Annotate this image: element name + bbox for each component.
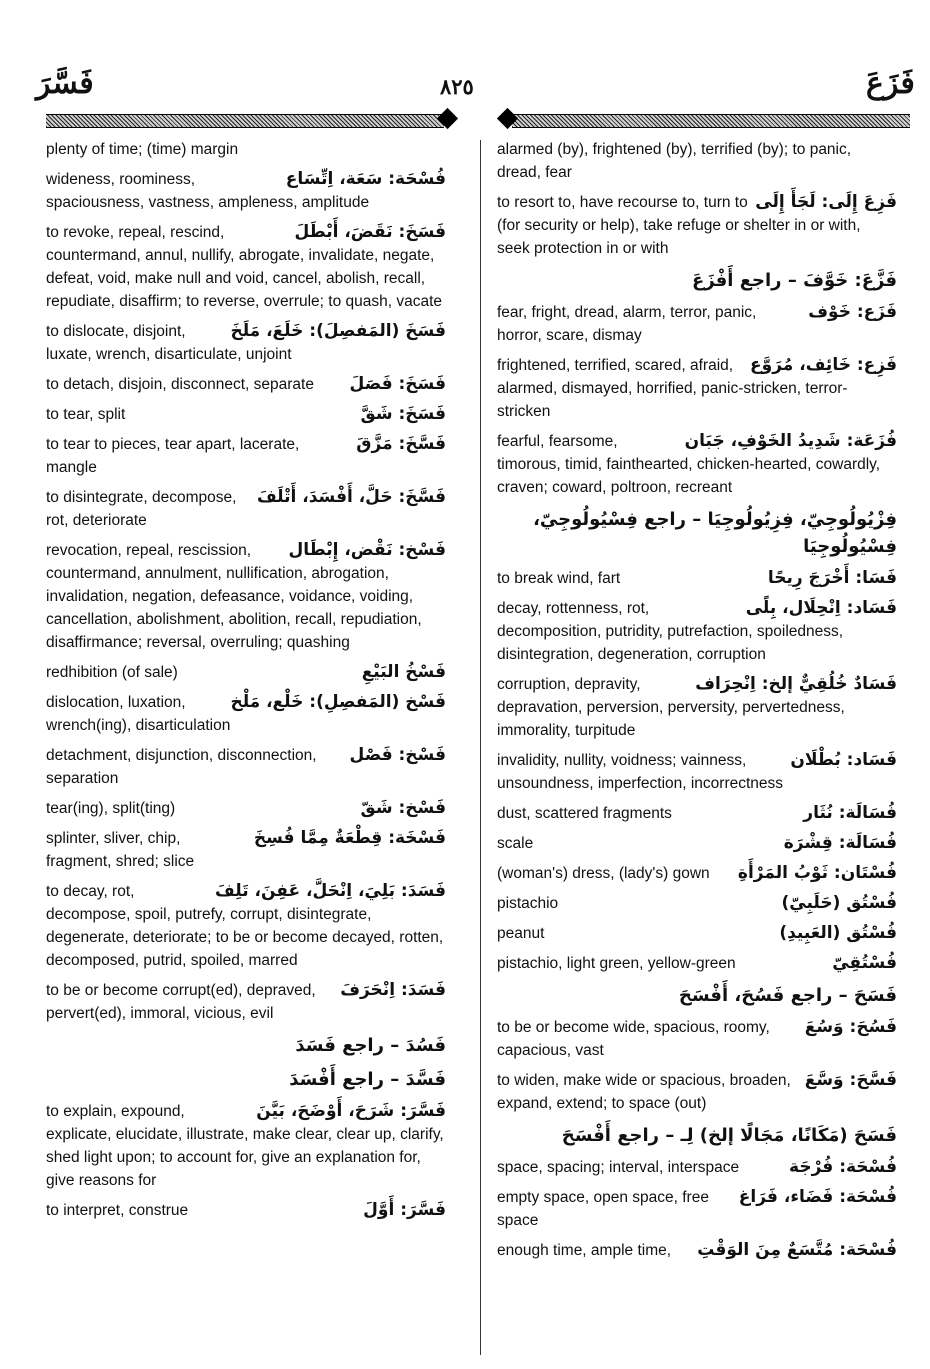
dictionary-entry <box>497 1122 897 1149</box>
arabic-headword: فُسْحَة: فُرْجَة <box>789 1157 897 1177</box>
dictionary-entry <box>46 539 446 654</box>
english-definition: to resort to, have recourse to, turn to (for security or help), take refuge or shelter in or with, seek protection in or with <box>497 194 861 257</box>
dictionary-entry <box>46 403 446 426</box>
arabic-headword: فَسَّحَ: وَسَّعَ <box>804 1070 897 1090</box>
dictionary-entry <box>46 320 446 366</box>
arabic-headword: فَزَع: خَوْف <box>808 302 897 322</box>
dictionary-entry <box>497 354 897 423</box>
arabic-headword: فَسَا: أَخْرَجَ رِيحًا <box>767 568 897 588</box>
dictionary-entry <box>497 1239 897 1262</box>
arabic-headword: فَسَّخَ: حَلَّ، أَفْسَدَ، أَتْلَفَ <box>256 487 446 507</box>
dictionary-entry <box>46 1066 446 1093</box>
arabic-headword: فُسْحَة: سَعَة، اِتِّسَاع <box>285 169 446 189</box>
dictionary-entry <box>46 797 446 820</box>
english-definition: to be or become corrupt(ed), depraved, pervert(ed), immoral, vicious, evil <box>46 982 316 1022</box>
dictionary-entry <box>46 1199 446 1222</box>
dictionary-entry <box>497 1156 897 1179</box>
dictionary-entry <box>497 191 897 260</box>
dictionary-entry <box>46 138 446 161</box>
header-rule-left <box>46 114 444 128</box>
arabic-headword: فَسَادٌ خُلُقِيٌّ إلخ: اِنْحِرَاف <box>695 674 897 694</box>
english-definition: to be or become wide, spacious, roomy, capacious, vast <box>497 1019 770 1059</box>
dictionary-entry <box>46 1032 446 1059</box>
dictionary-entry <box>46 880 446 972</box>
arabic-headword: فَسَخَ: شَقَّ <box>360 404 446 424</box>
english-definition: fearful, fearsome, timorous, timid, fainthearted, chicken-hearted, cowardly, craven; coward, poltroon, recreant <box>497 433 881 496</box>
arabic-headword: فَسْخ (المَفصِلِ): خَلْع، مَلْخ <box>230 692 446 712</box>
dictionary-entry <box>46 221 446 313</box>
dictionary-entry <box>497 922 897 945</box>
english-definition: to interpret, construe <box>46 1202 189 1219</box>
arabic-headword: فُزَعَة: شَدِيدُ الخَوْفِ، جَبَان <box>684 431 897 451</box>
english-definition: to tear, split <box>46 406 126 423</box>
english-definition: to tear to pieces, tear apart, lacerate, mangle <box>46 436 300 476</box>
dictionary-entry <box>497 267 897 294</box>
dictionary-entry <box>497 832 897 855</box>
arabic-headword: فَسَاد: اِنْحِلَال، بِلًى <box>745 598 897 618</box>
dictionary-entry <box>497 301 897 347</box>
arabic-headword: فُسْحَة: فَضَاء، فَرَاغ <box>738 1187 897 1207</box>
english-definition: empty space, open space, free space <box>497 1189 709 1229</box>
dictionary-entry <box>46 1100 446 1192</box>
cross-reference: فَسَحَ – راجع فَسُحَ، أَفْسَحَ <box>678 985 897 1006</box>
english-definition: decay, rottenness, rot, decomposition, putridity, putrefaction, spoiledness, disintegration, degeneration, corruption <box>497 600 844 663</box>
right-column <box>497 138 897 1269</box>
dictionary-entry <box>497 673 897 742</box>
cross-reference: فَسَحَ (مَكَانًا، مَجَالًا إلخ) لِـ – راجع أَفْسَحَ <box>561 1125 897 1146</box>
english-definition: detachment, disjunction, disconnection, separation <box>46 747 317 787</box>
arabic-headword: فَسَخَ: فَصَلَ <box>349 374 446 394</box>
english-definition: frightened, terrified, scared, afraid, alarmed, dismayed, horrified, panic-stricken, terror-stricken <box>497 357 848 420</box>
arabic-headword: فَسَّرَ: أَوَّلَ <box>363 1200 446 1220</box>
running-head-left: فَسَّرَ <box>36 66 94 101</box>
english-definition: to dislocate, disjoint, luxate, wrench, disarticulate, unjoint <box>46 323 292 363</box>
dictionary-entry <box>497 138 897 184</box>
dictionary-entry <box>497 982 897 1009</box>
arabic-headword: فُسْتُق (حَلَبِيّ) <box>781 893 897 913</box>
english-definition: invalidity, nullity, voidness; vainness, unsoundness, imperfection, incorrectness <box>497 752 784 792</box>
english-definition: dust, scattered fragments <box>497 805 672 822</box>
english-definition: to break wind, fart <box>497 570 621 587</box>
arabic-headword: فَزِع: خَائِف، مُرَوَّع <box>750 355 897 375</box>
english-definition: peanut <box>497 925 545 942</box>
dictionary-entry <box>497 862 897 885</box>
arabic-headword: فَسَخَ: نَقَضَ، أَبْطَلَ <box>294 222 446 242</box>
dictionary-entry <box>497 430 897 499</box>
running-head-right: فَزَعَ <box>866 66 915 101</box>
english-definition: corruption, depravity, depravation, perversion, perversity, pervertedness, immorality, turpitude <box>497 676 845 739</box>
arabic-headword: فَسَّرَ: شَرَحَ، أَوْضَحَ، بَيَّنَ <box>256 1101 446 1121</box>
english-definition: space, spacing; interval, interspace <box>497 1159 740 1176</box>
arabic-headword: فَسُحَ: وَسُعَ <box>804 1017 897 1037</box>
arabic-headword: فَسْخ: نَقْض، إِبْطَال <box>288 540 446 560</box>
english-definition: tear(ing), split(ting) <box>46 800 176 817</box>
arabic-headword: فُسْتَان: ثَوْبُ المَرْأَةِ <box>737 863 897 883</box>
english-definition: dislocation, luxation, wrench(ing), disarticulation <box>46 694 231 734</box>
english-definition: fear, fright, dread, alarm, terror, panic, horror, scare, dismay <box>497 304 757 344</box>
arabic-headword: فَسَدَ: اِنْحَرَفَ <box>340 980 446 1000</box>
arabic-headword: فَسَدَ: بَلِيَ، اِنْحَلَّ، عَفِنَ، تَلِفَ <box>215 881 446 901</box>
english-definition: to disintegrate, decompose, rot, deteriorate <box>46 489 237 529</box>
english-definition: redhibition (of sale) <box>46 664 178 681</box>
english-definition: to revoke, repeal, rescind, countermand, annul, nullify, abrogate, invalidate, negate, defeat, void, make null and void, cancel, abolish, recall, repudiate, disaffirm; to reverse, overrule; to quash, vacate <box>46 224 443 310</box>
english-definition: scale <box>497 835 534 852</box>
column-divider <box>480 140 481 1355</box>
cross-reference: فَزَّعَ: خَوَّفَ – راجع أَفْزَعَ <box>692 270 897 291</box>
english-definition: splinter, sliver, chip, fragment, shred; slice <box>46 830 195 870</box>
english-definition: pistachio, light green, yellow-green <box>497 955 736 972</box>
header-rule-right <box>512 114 910 128</box>
english-definition: (woman's) dress, (lady's) gown <box>497 865 710 882</box>
arabic-headword: فَسَخَ (المَفصِلَ): خَلَعَ، مَلَخَ <box>230 321 446 341</box>
dictionary-entry <box>497 1186 897 1232</box>
cross-reference: فَسُدَ – راجع فَسَدَ <box>295 1035 446 1056</box>
arabic-headword: فَسْخ: فَصْل <box>349 745 446 765</box>
english-definition: plenty of time; (time) margin <box>46 141 239 158</box>
arabic-headword: فُسَالَة: نُثَار <box>803 803 897 823</box>
dictionary-entry <box>46 691 446 737</box>
english-definition: wideness, roominess, spaciousness, vastness, ampleness, amplitude <box>46 171 370 211</box>
english-definition: to explain, expound, explicate, elucidate, illustrate, make clear, clear up, clarify, shed light upon; to account for, give an explanation for, give reasons for <box>46 1103 444 1189</box>
arabic-headword: فُسْتُقِيّ <box>832 953 897 973</box>
dictionary-entry <box>497 952 897 975</box>
dictionary-entry <box>497 567 897 590</box>
arabic-headword: فَسْخَة: قِطْعَةٌ مِمَّا فُسِخَ <box>253 828 446 848</box>
english-definition: to decay, rot, decompose, spoil, putrefy, corrupt, disintegrate, degenerate, deteriorate; to be or become decayed, rotten, decomposed, putrid, spoiled, marred <box>46 883 444 969</box>
page-number: ٨٢٥ <box>440 74 474 99</box>
dictionary-entry <box>46 979 446 1025</box>
english-definition: to widen, make wide or spacious, broaden, expand, extend; to space (out) <box>497 1072 791 1112</box>
arabic-headword: فَسْخُ البَيْعِ <box>361 662 446 682</box>
arabic-headword: فَسْخ: شَقّ <box>360 798 446 818</box>
dictionary-entry <box>497 892 897 915</box>
dictionary-entry <box>46 661 446 684</box>
dictionary-entry <box>46 433 446 479</box>
arabic-headword: فَسَّخَ: مَزَّقَ <box>356 434 446 454</box>
english-definition: alarmed (by), frightened (by), terrified (by); to panic, dread, fear <box>497 141 852 181</box>
english-definition: revocation, repeal, rescission, countermand, annulment, nullification, abrogation, invalidation, negation, defeasance, voidance, voiding, cancellation, abolishment, abolition, recall, repudiation, disaffirmance; reversal, overruling; quashing <box>46 542 422 651</box>
dictionary-entry <box>46 486 446 532</box>
dictionary-entry <box>497 506 897 560</box>
left-column <box>46 138 446 1229</box>
arabic-headword: فُسَالَة: قِشْرَة <box>783 833 897 853</box>
arabic-headword: فَسَاد: بُطْلَان <box>790 750 897 770</box>
arabic-headword: فُسْتُق (العَبِيدِ) <box>779 923 897 943</box>
dictionary-entry <box>46 373 446 396</box>
dictionary-entry <box>497 749 897 795</box>
dictionary-entry <box>497 1069 897 1115</box>
dictionary-entry <box>497 597 897 666</box>
arabic-headword: فَزِعَ إِلَى: لَجَأَ إِلَى <box>755 192 897 212</box>
dictionary-entry <box>497 1016 897 1062</box>
dictionary-entry <box>46 168 446 214</box>
dictionary-entry <box>46 827 446 873</box>
cross-reference: فَسَّدَ – راجع أَفْسَدَ <box>289 1069 446 1090</box>
english-definition: to detach, disjoin, disconnect, separate <box>46 376 314 393</box>
english-definition: pistachio <box>497 895 559 912</box>
english-definition: enough time, ample time, <box>497 1242 672 1259</box>
dictionary-entry <box>46 744 446 790</box>
dictionary-entry <box>497 802 897 825</box>
arabic-headword: فُسْحَة: مُتَّسَعٌ مِنَ الوَقْتِ <box>697 1240 897 1260</box>
cross-reference: فِزْيُولُوجِيّ، فِزِيُولُوجِيَا – راجع فِسْيُولُوجِيّ، فِسْيُولُوجِيَا <box>533 509 897 557</box>
